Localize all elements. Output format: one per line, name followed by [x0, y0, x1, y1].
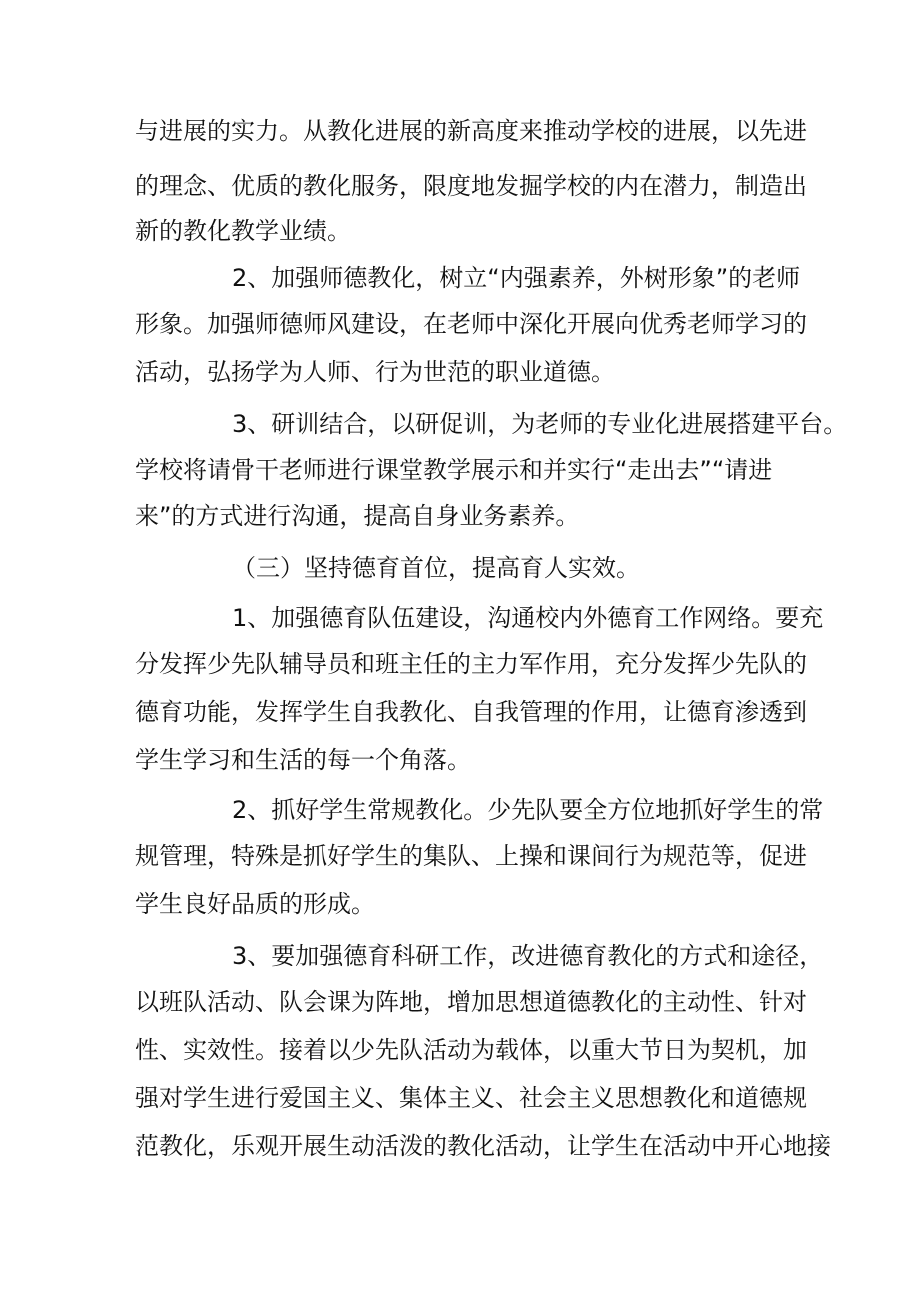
text-line: 学生学习和生活的每一个角落。 — [135, 746, 471, 774]
text-line: 形象。加强师德师风建设，在老师中深化开展向优秀老师学习的 — [135, 310, 807, 338]
text-line: 德育功能，发挥学生自我教化、自我管理的作用，让德育渗透到 — [135, 698, 807, 726]
text-line: 范教化，乐观开展生动活泼的教化活动，让学生在活动中开心地接 — [135, 1132, 831, 1160]
text-line: 3、研训结合，以研促训，为老师的专业化进展搭建平台。 — [232, 410, 848, 438]
text-line: 2、加强师德教化，树立“内强素养，外树形象”的老师 — [232, 264, 801, 292]
text-line: 性、实效性。接着以少先队活动为载体，以重大节日为契机，加 — [135, 1036, 807, 1064]
text-line: 强对学生进行爱国主义、集体主义、社会主义思想教化和道德规 — [135, 1084, 807, 1112]
text-line: 活动，弘扬学为人师、行为世范的职业道德。 — [135, 358, 615, 386]
section-heading: （三）坚持德育首位，提高育人实效。 — [232, 554, 640, 582]
text-line: 来”的方式进行沟通，提高自身业务素养。 — [135, 502, 580, 530]
text-line: 学校将请骨干老师进行课堂教学展示和并实行“走出去”“请进 — [135, 456, 773, 484]
text-line: 分发挥少先队辅导员和班主任的主力军作用，充分发挥少先队的 — [135, 650, 807, 678]
text-line: 的理念、优质的教化服务，限度地发掘学校的内在潜力，制造出 — [135, 172, 807, 200]
text-line: 新的教化教学业绩。 — [135, 217, 351, 245]
text-line: 以班队活动、队会课为阵地，增加思想道德教化的主动性、针对 — [135, 988, 807, 1016]
text-line: 1、加强德育队伍建设，沟通校内外德育工作网络。要充 — [232, 604, 824, 632]
text-line: 2、抓好学生常规教化。少先队要全方位地抓好学生的常 — [232, 796, 824, 824]
text-line: 3、要加强德育科研工作，改进德育教化的方式和途径， — [232, 942, 824, 970]
text-line: 与进展的实力。从教化进展的新高度来推动学校的进展，以先进 — [135, 117, 807, 145]
text-line: 学生良好品质的形成。 — [135, 890, 375, 918]
text-line: 规管理，特殊是抓好学生的集队、上操和课间行为规范等，促进 — [135, 842, 807, 870]
